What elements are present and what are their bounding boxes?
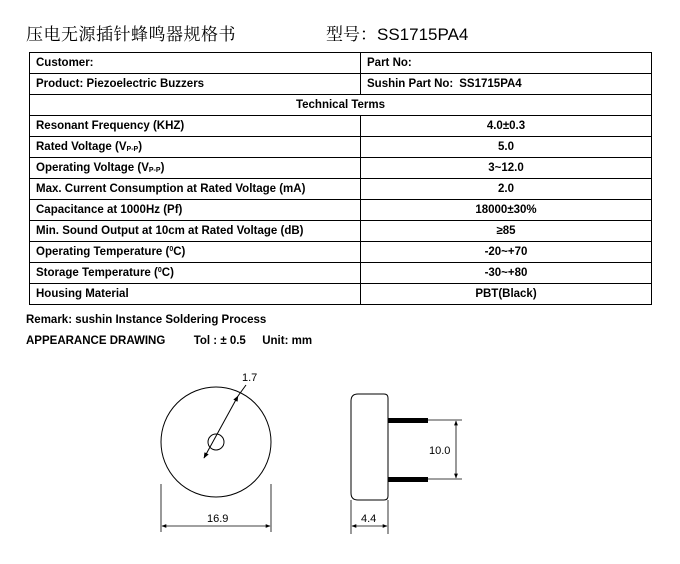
table-row: [30, 263, 652, 284]
model-label: 型号：: [326, 25, 377, 45]
spec-value: -20~+70: [361, 242, 652, 263]
table-row: [30, 116, 652, 137]
table-row: [30, 284, 652, 305]
spec-label: Operating Temperature ($^0$C): [30, 242, 361, 263]
spec-rows: [30, 116, 652, 305]
spec-value: -30~+80: [361, 263, 652, 284]
table-row: [30, 242, 652, 263]
appearance-title: APPEARANCE DRAWING: [26, 335, 166, 347]
spec-label: Max. Current Consumption at Rated Voltage (mA): [30, 179, 361, 200]
part-no-cell: Part No:: [361, 53, 652, 74]
table-row: [30, 74, 652, 95]
hole-dimension: 1.7: [242, 372, 258, 384]
document-title: 压电无源插针蜂鸣器规格书: [26, 25, 236, 45]
buzzer-body-side-view: [351, 394, 388, 500]
spec-label: Storage Temperature ($^0$C): [30, 263, 361, 284]
spec-label: Housing Material: [30, 284, 361, 305]
table-row: [30, 221, 652, 242]
buzzer-body-top-view: [161, 387, 271, 497]
spec-value: PBT(Black): [361, 284, 652, 305]
hole-leader-tail: [238, 385, 246, 396]
appearance-line: [26, 335, 312, 347]
table-row: [30, 137, 652, 158]
table-row: [30, 53, 652, 74]
spec-label: Rated Voltage $(V_{P-P})$: [30, 137, 361, 158]
spec-label: Operating Voltage $(V_{P-P})$: [30, 158, 361, 179]
spec-value: 5.0: [361, 137, 652, 158]
spec-value: 3~12.0: [361, 158, 652, 179]
pin-lower: [388, 477, 428, 482]
spec-table: [29, 52, 652, 305]
customer-cell: Customer:: [30, 53, 361, 74]
pin-spacing-dimension: 10.0: [429, 445, 451, 457]
remark-text: Remark: sushin Instance Soldering Process: [26, 314, 267, 326]
pin-upper: [388, 418, 428, 423]
spec-value: ≥85: [361, 221, 652, 242]
sushin-part-value: SS1715PA4: [459, 78, 522, 90]
table-row: [30, 95, 652, 116]
spec-label: Min. Sound Output at 10cm at Rated Voltage (dB): [30, 221, 361, 242]
table-row: [30, 200, 652, 221]
table-row: [30, 158, 652, 179]
sushin-part-label: Sushin Part No:: [367, 78, 454, 90]
spec-value: 4.0±0.3: [361, 116, 652, 137]
height-dimension: 4.4: [361, 513, 377, 525]
diameter-dimension: 16.9: [207, 513, 229, 525]
spec-label: Resonant Frequency (KHZ): [30, 116, 361, 137]
spec-value: 2.0: [361, 179, 652, 200]
section-title: Technical Terms: [30, 95, 652, 116]
unit-text: Unit: mm: [262, 335, 313, 347]
sushin-part-cell: [361, 74, 652, 95]
table-row: [30, 179, 652, 200]
spec-value: 18000±30%: [361, 200, 652, 221]
appearance-drawing: [0, 360, 680, 564]
model-value: SS1715PA4: [377, 25, 469, 44]
spec-label: Capacitance at 1000Hz (Pf): [30, 200, 361, 221]
model-number: [326, 20, 468, 45]
product-cell: Product: Piezoelectric Buzzers: [30, 74, 361, 95]
tolerance-text: Tol : ± 0.5: [193, 335, 246, 347]
